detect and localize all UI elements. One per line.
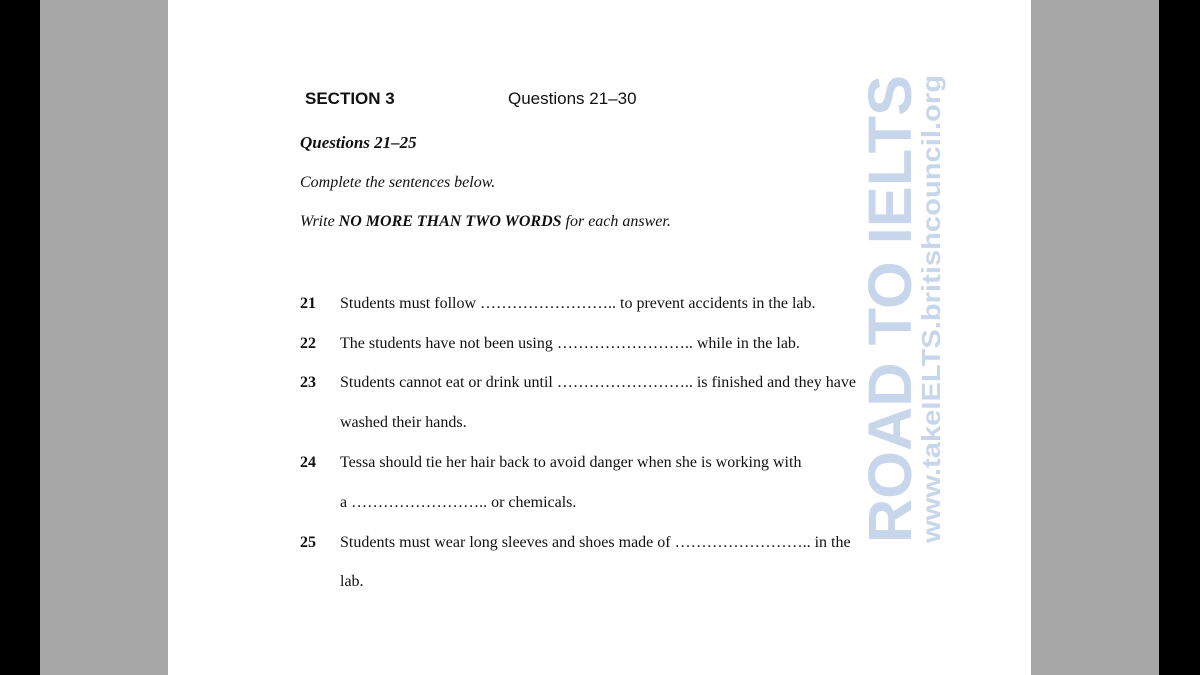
section-question-range: Questions 21–30 [508,89,637,108]
word-limit-emphasis: NO MORE THAN TWO WORDS [338,213,562,230]
question-25-text-line-1: Students must wear long sleeves and shoes made of …………………….. in the [340,534,851,551]
question-22-text: The students have not been using …………………….. while in the lab. [340,335,800,352]
question-24-text-line-2: a …………………….. or chemicals. [340,494,577,511]
question-number-23: 23 [300,374,316,391]
question-23-text-line-2: washed their hands. [340,414,467,431]
watermark-title: ROAD TO IELTS [856,77,924,543]
question-23-text-line-1: Students cannot eat or drink until …………………….. is finished and they have [340,374,856,391]
watermark-url: www.takeIELTS.britishcouncil.org [916,125,946,543]
word-limit-suffix: for each answer. [561,213,671,230]
instruction-text: Complete the sentences below. [300,174,496,191]
question-group-title: Questions 21–25 [300,133,417,152]
document-page [168,0,1031,675]
word-limit-instruction [300,213,671,231]
question-number-21: 21 [300,295,316,312]
question-number-24: 24 [300,454,316,471]
question-number-22: 22 [300,335,316,352]
right-side-panel [1031,0,1159,675]
question-number-25: 25 [300,534,316,551]
word-limit-prefix: Write [300,213,339,230]
section-heading: SECTION 3 [305,89,395,108]
question-24-text-line-1: Tessa should tie her hair back to avoid danger when she is working with [340,454,802,471]
question-25-text-line-2: lab. [340,573,364,590]
left-side-panel [40,0,168,675]
question-21-text: Students must follow …………………….. to prevent accidents in the lab. [340,295,816,312]
road-to-ielts-watermark [856,75,953,545]
